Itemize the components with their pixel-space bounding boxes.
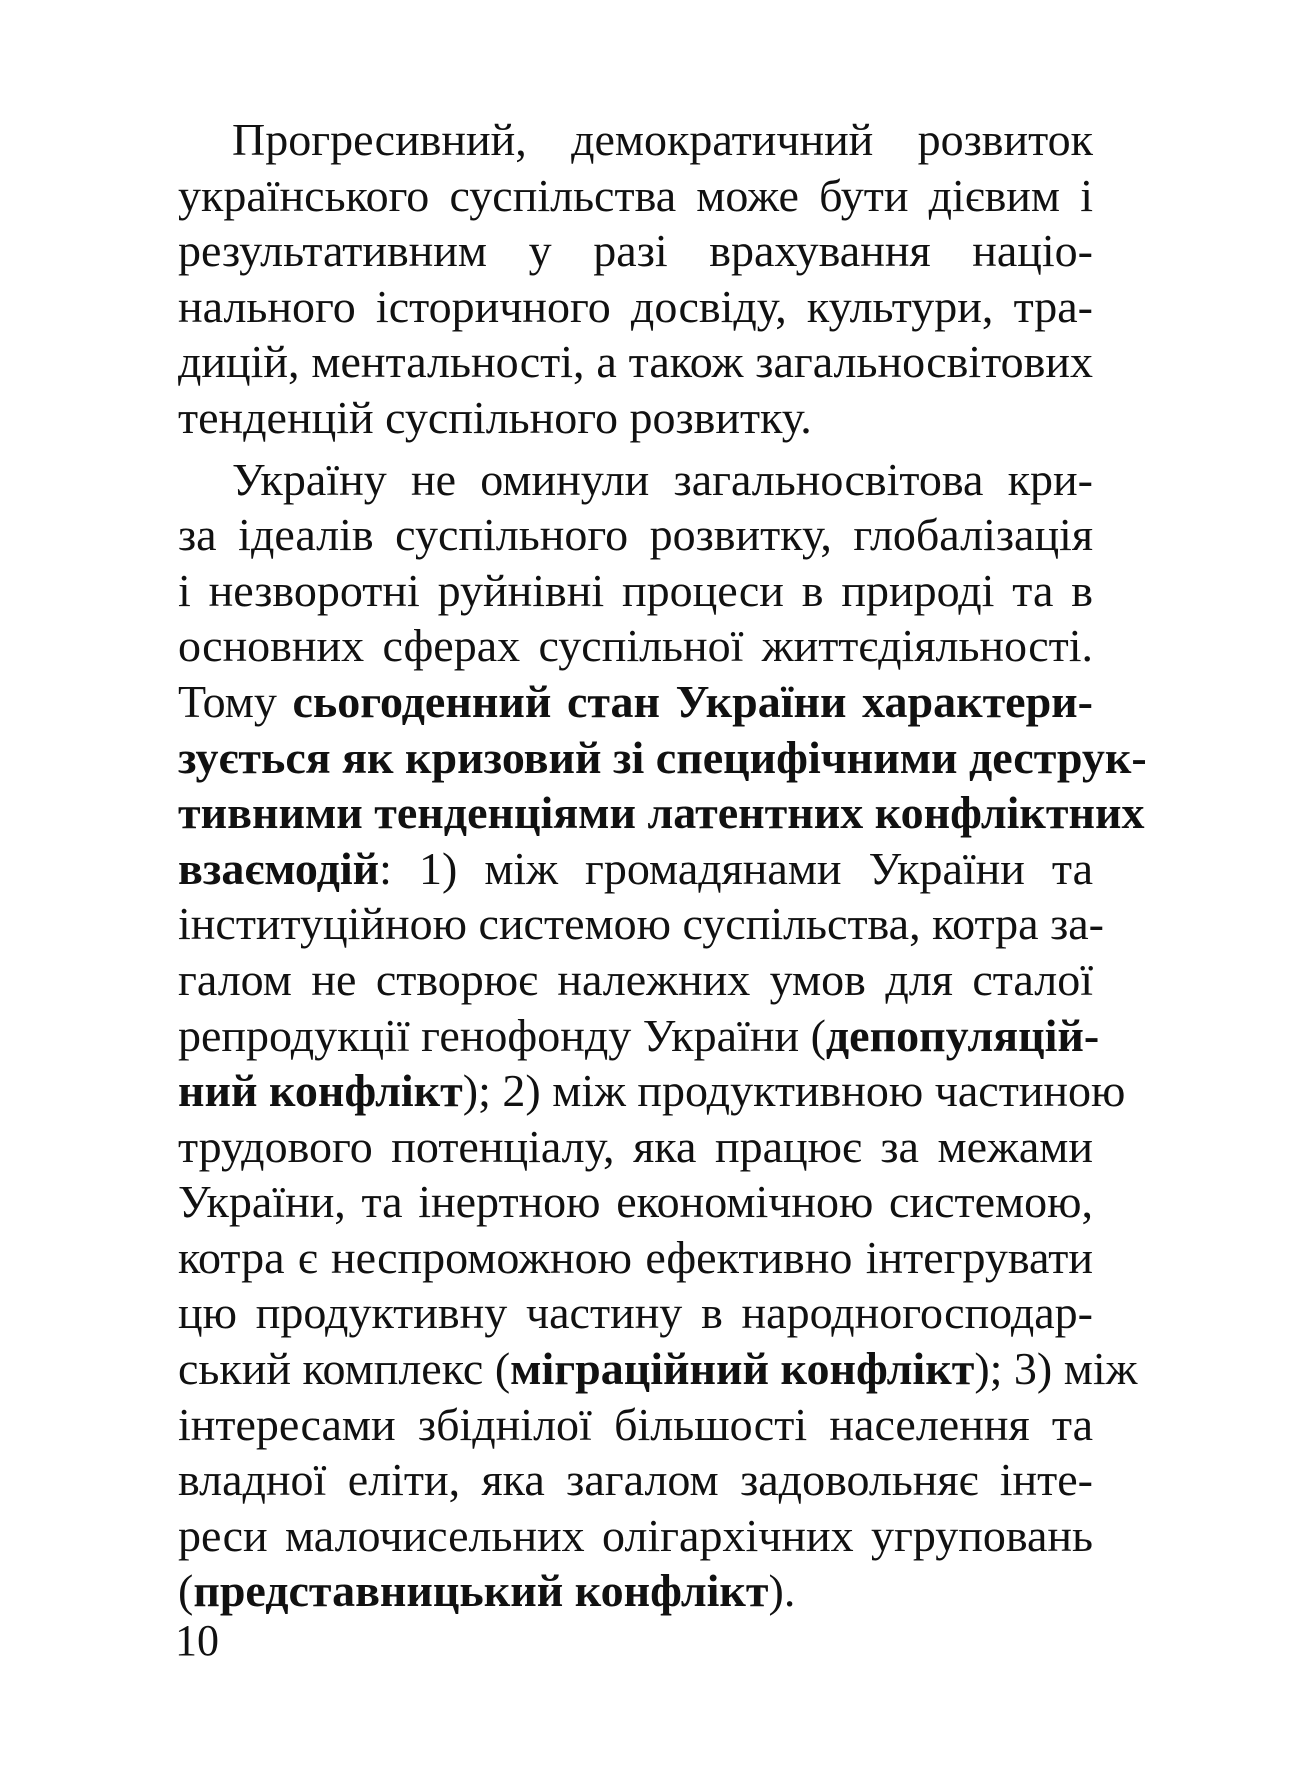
bold-text-segment: взаємодій xyxy=(178,842,380,894)
text-line xyxy=(178,279,1093,335)
text-segment: інституційною системою суспільства, котра за- xyxy=(178,898,1104,950)
text-segment: котра є неспроможною ефективно інтегрувати xyxy=(178,1231,1093,1283)
text-line xyxy=(178,1563,1093,1619)
text-line xyxy=(178,785,1145,841)
text-line xyxy=(178,1452,1093,1508)
text-line xyxy=(178,1230,1093,1286)
text-segment: основних сферах суспільної життєдіяльності. xyxy=(178,620,1093,672)
text-segment: результативним у разі врахування націо- xyxy=(178,225,1093,277)
text-segment: українського суспільства може бути дієвим і xyxy=(178,169,1093,221)
text-line xyxy=(178,452,1093,508)
text-line xyxy=(178,1008,1100,1064)
text-line xyxy=(178,223,1093,279)
text-line xyxy=(178,1119,1093,1175)
text-segment: ); 3) між xyxy=(974,1343,1138,1395)
bold-text-segment: представницький конфлікт xyxy=(193,1565,769,1617)
text-segment: ( xyxy=(178,1565,194,1617)
text-line xyxy=(178,618,1093,674)
text-segment: : 1) між громадянами України та xyxy=(379,842,1093,894)
text-segment: ський комплекс ( xyxy=(178,1343,511,1395)
text-line xyxy=(178,1063,1126,1119)
text-line xyxy=(178,1285,1093,1341)
text-segment: інтересами збіднілої більшості населення та xyxy=(178,1398,1093,1450)
text-line xyxy=(178,952,1093,1008)
text-segment: реси малочисельних олігархічних угруповань xyxy=(178,1509,1093,1561)
text-line xyxy=(178,730,1147,786)
text-segment: за ідеалів суспільного розвитку, глобалізація xyxy=(178,509,1093,561)
bold-text-segment: ний конфлікт xyxy=(178,1065,463,1117)
text-segment: ). xyxy=(768,1565,796,1617)
body-text xyxy=(178,112,1147,1619)
text-segment: галом не створює належних умов для сталої xyxy=(178,953,1093,1005)
text-line xyxy=(178,1174,1093,1230)
bold-text-segment: депопуляцій- xyxy=(825,1009,1100,1061)
text-segment: цю продуктивну частину в народногосподар- xyxy=(178,1287,1093,1339)
text-segment: ); 2) між продуктивною частиною xyxy=(462,1065,1126,1117)
text-line xyxy=(178,563,1093,619)
text-segment: трудового потенціалу, яка працює за межами xyxy=(178,1120,1093,1172)
text-segment: тенденцій суспільного розвитку. xyxy=(178,391,812,443)
text-line xyxy=(178,841,1093,897)
text-segment: нального історичного досвіду, культури, тра- xyxy=(178,280,1093,332)
bold-text-segment: міграційний конфлікт xyxy=(510,1343,975,1395)
bold-text-segment: тивними тенденціями латентних конфліктних xyxy=(178,787,1145,839)
text-line xyxy=(178,674,1093,730)
text-line xyxy=(178,1508,1093,1564)
text-line xyxy=(178,1397,1093,1453)
page-number: 10 xyxy=(175,1616,219,1665)
text-line xyxy=(178,1341,1138,1397)
text-segment: репродукції генофонду України ( xyxy=(178,1009,826,1061)
text-segment: владної еліти, яка загалом задовольняє інте- xyxy=(178,1454,1093,1506)
text-line xyxy=(178,168,1093,224)
text-segment: Тому xyxy=(178,675,293,727)
text-segment: Україну не оминули загальносвітова кри- xyxy=(232,453,1093,505)
text-line xyxy=(178,896,1104,952)
bold-text-segment: сьогоденний стан України характери- xyxy=(292,675,1093,727)
text-line xyxy=(178,334,1093,390)
text-segment: України, та інертною економічною системою, xyxy=(178,1176,1093,1228)
text-line xyxy=(178,112,1093,168)
text-segment: і незворотні руйнівні процеси в природі та в xyxy=(178,564,1093,616)
text-line xyxy=(178,390,1093,446)
bold-text-segment: зується як кризовий зі специфічними деструк- xyxy=(178,731,1147,783)
text-line xyxy=(178,507,1093,563)
text-segment: дицій, ментальності, а також загальносвітових xyxy=(178,336,1093,388)
text-segment: Прогресивний, демократичний розвиток xyxy=(232,114,1093,165)
